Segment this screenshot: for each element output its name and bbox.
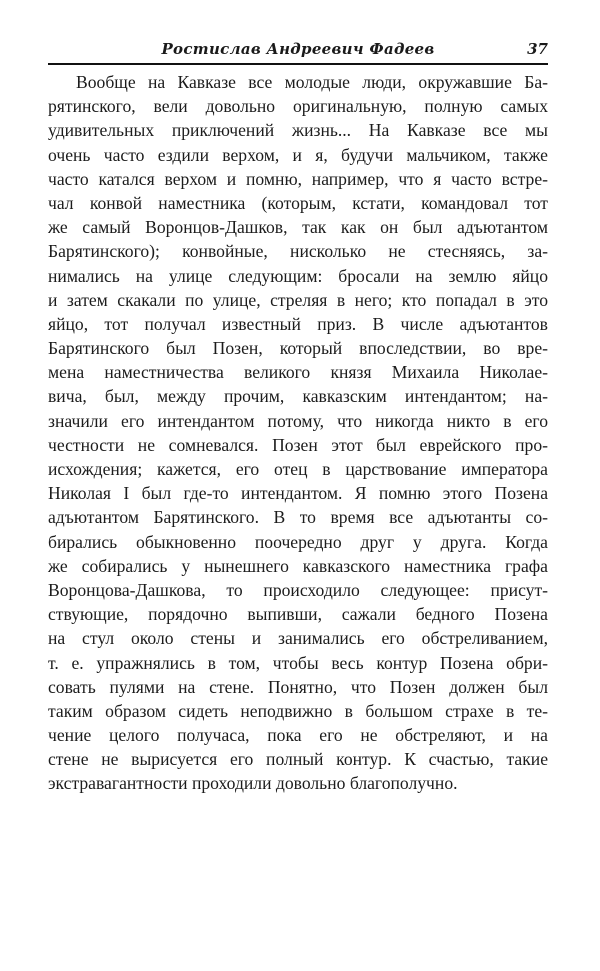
text-line: Барятинского); конвойные, нисколько не стесняясь, за- [48, 241, 548, 262]
text-line: очень часто ездили верхом, и я, будучи мальчиком, также [48, 144, 548, 165]
text-line: экстравагантности проходили довольно благополучно. [48, 773, 458, 794]
text-line: таким образом сидеть неподвижно в большом страхе в те- [48, 700, 548, 721]
text-line: Воронцова-Дашкова, то происходило следующее: присут- [48, 579, 548, 600]
text-line: Барятинского был Позен, который впоследствии, во вре- [48, 338, 548, 359]
text-line: Николая I был где-то интендантом. Я помню этого Позена [48, 483, 548, 504]
text-line: ствующие, порядочно выпивши, сажали бедного Позена [48, 604, 548, 625]
running-header [48, 38, 548, 62]
text-line: же самый Воронцов-Дашков, так как он был адъютантом [48, 217, 548, 238]
text-line: нимались на улице следующим: бросали на землю яйцо [48, 265, 548, 286]
text-line: бирались обыкновенно поочередно друг у друга. Когда [48, 531, 548, 552]
text-line: же собирались у нынешнего кавказского наместника графа [48, 555, 548, 576]
body-paragraph [48, 70, 548, 796]
text-line: яйцо, тот получал известный приз. В числе адъютантов [48, 313, 548, 334]
text-line: стене не вырисуется его полный контур. К счастью, такие [48, 749, 548, 770]
text-line: честности не сомневался. Позен этот был еврейского про- [48, 434, 548, 455]
text-line: Вообще на Кавказе все молодые люди, окружавшие Ба- [76, 72, 548, 92]
text-line: чал конвой наместника (которым, кстати, командовал тот [48, 192, 548, 213]
text-line: исхождения; кажется, его отец в царствование императора [48, 459, 548, 479]
text-line: мена наместничества великого князя Михаила Николае- [48, 362, 548, 383]
text-line: и затем скакали по улице, стреляя в него; кто попадал в это [48, 289, 548, 310]
text-line: значили его интендантом потому, что никогда никто в его [48, 410, 548, 431]
text-line: т. е. упражнялись в том, чтобы весь контур Позена обри- [48, 652, 548, 673]
text-line: удивительных приключений жизнь... На Кавказе все мы [48, 120, 548, 141]
text-line: вича, был, между прочим, кавказским интендантом; на- [48, 386, 548, 407]
text-line: рятинского, вели довольно оригинальную, полную самых [48, 96, 548, 117]
text-line: на стул около стены и занимались его обстреливанием, [48, 628, 548, 649]
text-line: адъютантом Барятинского. В то время все адъютанты со- [48, 507, 548, 528]
text-line: совать пулями на стене. Понятно, что Позен должен был [48, 676, 548, 697]
text-line: часто катался верхом и помню, например, что я часто встре- [48, 168, 548, 189]
running-title: Ростислав Андреевич Фадеев [161, 40, 435, 58]
page-number: 37 [527, 40, 548, 58]
text-line: чение целого получаса, пока его не обстреляют, и на [48, 725, 548, 746]
header-rule [48, 63, 548, 65]
